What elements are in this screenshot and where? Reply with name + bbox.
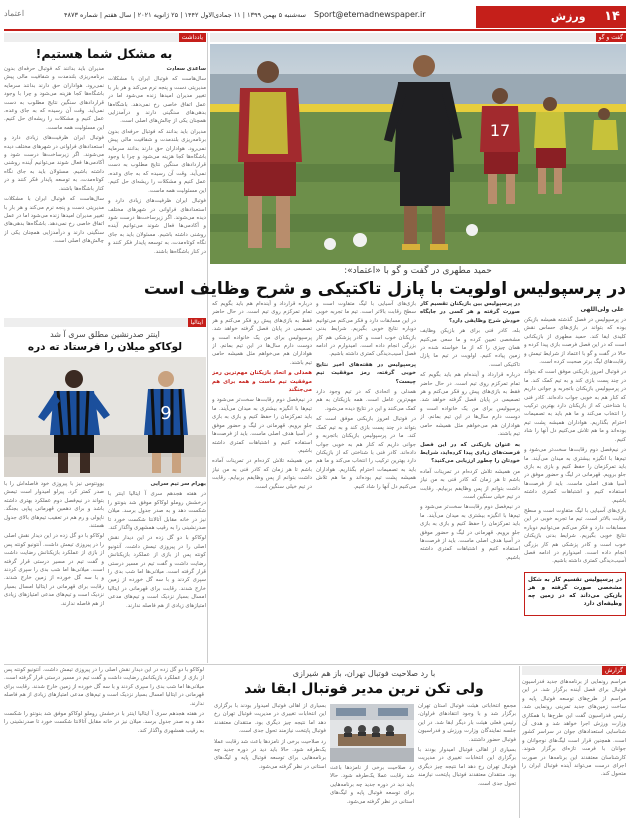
page-number: ۱۴: [604, 9, 620, 24]
lukaku-photo: [4, 357, 206, 477]
interview-tag: گفت و گو: [596, 33, 626, 42]
italy-body-1-bottom: در هفته هجدهم سری آ ایتالیا اینتر با درخشش روملو لوکاکو موفق شد بنونتو را شکست دهد و به صدر جدول برسد. میلان نیز در خانه مقابل آتالانتا شکست خورد تا صدرنشینی را به رقیب همشهری واگذار کند.: [4, 711, 204, 734]
newspaper-logo: اعتماد: [4, 9, 25, 18]
main-column-3: [316, 300, 416, 656]
persepolis-training-photo: [210, 44, 626, 264]
main-question-1: در پرسپولیس بین بازیکنان تقسیم کار صورت گرفته و هر کسی در جایگاه خودش شرح وظایفی دارد؟: [420, 301, 520, 324]
main-body-2-cont: در نیم‌فصل دوم رقابت‌ها سخت‌تر می‌شود و تیم‌ها با انگیزه بیشتری به میدان می‌آیند. ما باید تمرکزمان را حفظ کنیم و بازی به بازی جلو برویم. قهرمانی در لیگ و حضور موفق در آسیا هدف اصلی ماست. باید از فرصت‌ها استفاده کنیم و اشتباهات کمتری داشته باشیم.: [420, 504, 520, 561]
main-answer-3: همدلی و اتحادی که در تیم وجود دارد مهم‌ترین عامل است. همه بازیکنان به هم کمک می‌کنند و این در نتایج دیده می‌شود.: [316, 389, 416, 412]
memo-column-2: [4, 65, 104, 315]
pull-quote-2: همدلی و اتحاد بازیکنان مهم‌ترین رمز موفقیت تیم ماست و همه برای هم می‌جنگند: [212, 370, 312, 394]
pull-quote-1: در پرسپولیس تقسیم کار به شکل مشخصی صورت گرفته و هر بازیکن می‌داند که در زمین چه وظیفه‌ای دارد: [524, 572, 626, 616]
dateline: سه‌شنبه ۵ بهمن ۱۳۹۹ | ۱۱ جمادی‌الاول ۱۴۴۲ | ۲۵ ژانویه ۲۰۲۱ | سال هفتم | شماره ۴۸۷۳: [64, 11, 306, 19]
memo-body-3-cont: فوتبال ایران ظرفیت‌های زیادی دارد و استعدادهای فراوانی در شهرهای مختلف دیده می‌شوند. اگر زیرساخت‌ها درست شود و آکادمی‌ها فعال شوند می‌توانیم آینده روشنی داشته باشیم. مسئولان باید به جای نگاه کوتاه‌مدت، به توسعه پایدار فکر کنند و در کنار باشگاه‌ها باشند.: [4, 135, 104, 192]
italy-body-3: یوونتوس نیز با پیروزی خود فاصله‌اش را با صدر کمتر کرد. پیرلو امیدوار است تیمش بتواند در نیم‌فصل دوم عملکرد بهتری داشته باشد و برای دهمین قهرمانی پیاپی بجنگد. ناپولی و رم هم در تعقیب تیم‌های بالای جدول هستند.: [4, 481, 104, 530]
bottom-headline: ولی تکن ترین مدیر فوتبال ابقا شد: [244, 681, 484, 697]
bottom-column-1: [418, 702, 516, 818]
memo-tag: یادداشت: [179, 33, 206, 42]
bottom-body-3: رد صلاحیت برخی از نامزدها باعث شد رقابت عملا یک‌طرفه شود. حالا باید دید در دوره جدید چه برنامه‌هایی برای توسعه فوتبال پایه و لیگ‌های استانی در نظر گرفته می‌شود.: [330, 765, 414, 805]
main-body-1-cont: در فوتبال امروز بازیکنی موفق است که بتواند در چند پست بازی کند و به تیم کمک کند. ما در پرسپولیس بازیکنان باتجربه و جوانی داریم که کنار هم به خوبی جواب داده‌اند. کادر فنی با شناختی که از بازیکنان دارد بهترین ترکیب را انتخاب می‌کند و ما هم باید به تصمیمات احترام بگذاریم. هواداران همیشه پشت تیم بوده‌اند و ما هم تلاش می‌کنیم دل آنها را شاد کنیم.: [316, 416, 416, 490]
memo-column-1: [108, 65, 206, 315]
bottom-body-2: بسیاری از اهالی فوتبال امیدوار بودند با برگزاری این انتخابات تغییری در مدیریت فوتبال تهران رخ دهد اما نتیجه چیز دیگری بود. منتقدان معتقدند فوتبال پایتخت نیازمند تحول جدی است.: [418, 747, 516, 787]
italy-byline: بهرام سر تیم سرایی: [150, 481, 206, 487]
bottom-body-1: مجمع انتخاباتی هیئت فوتبال استان تهران برگزار شد و با وجود انتقادهای فراوان، رئیس فعلی هیئت بار دیگر ابقا شد. در این جلسه نمایندگان وزارت ورزش و فدراسیون فوتبال حضور داشتند.: [418, 703, 516, 743]
header-rule: [4, 29, 626, 31]
memo-body-3: فوتبال ایران ظرفیت‌های زیادی دارد و استعدادهای فراوانی در شهرهای مختلف دیده می‌شوند. اگر زیرساخت‌ها درست شود و آکادمی‌ها فعال شوند می‌توانیم آینده روشنی داشته باشیم. مسئولان باید به جای نگاه کوتاه‌مدت، به توسعه پایدار فکر کنند و در کنار باشگاه‌ها باشند.: [108, 198, 206, 255]
main-answer-2: من همیشه تلاش کرده‌ام در تمرینات آماده باشم تا هر زمان که کادر فنی به من نیاز داشت بتوانم از پس وظایفم بربیایم. رقابت در تیم خیلی سنگین است.: [420, 468, 520, 500]
main-column-2: [420, 300, 520, 656]
main-body-4-cont: درباره قرارداد و آینده‌ام هم باید بگویم که تمام تمرکزم روی تیم است. در حال حاضر فقط به بازی‌های پیش رو فکر می‌کنم و هر تصمیمی در پایان فصل گرفته خواهد شد. پرسپولیس برای من یک خانواده است و دوست دارم سال‌ها در این تیم بمانم. از هواداران هم می‌خواهم مثل همیشه حامی تیم باشند.: [212, 301, 312, 366]
italy-tag: ایتالیا: [188, 318, 206, 327]
italy-body-2-cont: لوکاکو با دو گل زده در این دیدار نقش اصلی را در پیروزی تیمش داشت. آنتونیو کونته پس از بازی از عملکرد بازیکنانش رضایت داشت و گفت تیم در مسیر درستی قرار گرفته است. میلانی‌ها اما شب بدی را سپری کردند و با سه گل خورده از زمین خارج شدند. رقابت برای قهرمانی در ایتالیا امسال بسیار نزدیک است و تیم‌های مدعی امتیازهای زیادی از هم فاصله ندارند.: [4, 533, 104, 607]
section-banner: [476, 6, 626, 28]
svg-text:17: 17: [489, 121, 511, 140]
memo-body-1: سال‌هاست که فوتبال ایران با مشکلات مدیریتی دست و پنجه نرم می‌کند و هر بار با تغییر مدیران امیدها زنده می‌شود اما در عمل اتفاق خاصی رخ نمی‌دهد. باشگاه‌ها بدهی‌های سنگینی دارند و درآمدزایی همچنان یکی از چالش‌های اصلی است.: [108, 76, 206, 125]
bottom-body-3-cont: رد صلاحیت برخی از نامزدها باعث شد رقابت عملا یک‌طرفه شود. حالا باید دید در دوره جدید چه برنامه‌هایی برای توسعه فوتبال پایه و لیگ‌های استانی در نظر گرفته می‌شود.: [214, 738, 326, 770]
bottom-body-2-cont: بسیاری از اهالی فوتبال امیدوار بودند با برگزاری این انتخابات تغییری در مدیریت فوتبال تهران رخ دهد اما نتیجه چیز دیگری بود. منتقدان معتقدند فوتبال پایتخت نیازمند تحول جدی است.: [214, 703, 326, 735]
memo-body-2: مدیران باید بدانند که فوتبال حرفه‌ای بدون برنامه‌ریزی بلندمدت و شفافیت مالی پیش نمی‌رود. هواداران حق دارند بدانند سرمایه باشگاه‌ها کجا هزینه می‌شود و چرا با وجود قراردادهای سنگین نتایج مطلوب به دست نمی‌آید. وقت آن رسیده که به جای وعده، عمل کنیم و مشکلات را ریشه‌ای حل کنیم. این مسئولیت همه ماست.: [108, 128, 206, 194]
italy-body-2-bottom: لوکاکو با دو گل زده در این دیدار نقش اصلی را در پیروزی تیمش داشت. آنتونیو کونته پس از بازی از عملکرد بازیکنانش رضایت داشت و گفت تیم در مسیر درستی قرار گرفته است. میلانی‌ها اما شب بدی را سپری کردند و با سه گل خورده از زمین خارج شدند. رقابت برای قهرمانی در ایتالیا امسال بسیار نزدیک است و تیم‌های مدعی امتیازهای زیادی از هم فاصله ندارند.: [4, 667, 204, 707]
memo-body-1-cont: سال‌هاست که فوتبال ایران با مشکلات مدیریتی دست و پنجه نرم می‌کند و هر بار با تغییر مدیران امیدها زنده می‌شود اما در عمل اتفاق خاصی رخ نمی‌دهد. باشگاه‌ها بدهی‌های سنگینی دارند و درآمدزایی همچنان یکی از چالش‌های اصلی است.: [4, 196, 104, 245]
italy-column-1: [108, 480, 206, 660]
news-column: مراسم رونمایی از برنامه‌های جدید فدراسیون فوتبال برای فصل آینده برگزار شد. در این مراسم از طرح‌های توسعه فوتبال پایه و ساخت زمین‌های جدید تمرینی رونمایی شد. رئیس فدراسیون گفت این طرح‌ها با همکاری وزارت ورزش اجرا خواهد شد و هدف آن شناسایی استعدادهای جوان در سراسر کشور است. همچنین قرار است لیگ‌های نوجوانان و جوانان با فرمت تازه‌ای برگزار شوند. کارشناسان معتقدند این برنامه‌ها در صورت اجرای درست می‌تواند آینده فوتبال ایران را متحول کند.: [522, 679, 626, 778]
main-answer-2-cont: من همیشه تلاش کرده‌ام در تمرینات آماده باشم تا هر زمان که کادر فنی به من نیاز داشت بتوانم از پس وظایفم بربیایم. رقابت در تیم خیلی سنگین است.: [212, 458, 312, 490]
main-question-2: به عنوان بازیکنی که در این فصل فرصت‌های زیادی پیدا کرده‌اید، شرایط خودتان را چطور ارزیابی می‌کنید؟: [420, 441, 520, 465]
main-intro: در پرسپولیس در فصل گذشته همیشه بازیکن بوده که بتواند در بازی‌های حساس نقش کلیدی ایفا کند. حمید مطهری از بازیکنانی است که در این فصل فرصت بازی پیدا کرده و حالا در گفت و گو با اعتماد از شرایط تیمش و رقابت‌های لیگ برتر صحبت کرده است.: [524, 317, 626, 366]
italy-column-3: [4, 666, 204, 818]
italy-body-1: در هفته هجدهم سری آ ایتالیا اینتر با درخشش روملو لوکاکو موفق شد بنونتو را شکست دهد و به صدر جدول برسد. میلان نیز در خانه مقابل آتالانتا شکست خورد تا صدرنشینی را به رقیب همشهری واگذار کند.: [108, 491, 206, 532]
main-question-3: پرسپولیس در هفته‌های اخیر نتایج خوبی گرفته، رمز موفقیت تیم چیست؟: [316, 361, 416, 385]
memo-body-2-cont: مدیران باید بدانند که فوتبال حرفه‌ای بدون برنامه‌ریزی بلندمدت و شفافیت مالی پیش نمی‌رود. هواداران حق دارند بدانند سرمایه باشگاه‌ها کجا هزینه می‌شود و چرا با وجود قراردادهای سنگین نتایج مطلوب به دست نمی‌آید. وقت آن رسیده که به جای وعده، عمل کنیم و مشکلات را ریشه‌ای حل کنیم. این مسئولیت همه ماست.: [4, 66, 104, 131]
report-tag: گزارش: [602, 666, 626, 675]
italy-kicker: اینتر صدرنشین مطلق سری آ شد: [50, 330, 160, 339]
main-body-2-cont-b: در نیم‌فصل دوم رقابت‌ها سخت‌تر می‌شود و تیم‌ها با انگیزه بیشتری به میدان می‌آیند. ما باید تمرکزمان را حفظ کنیم و بازی به بازی جلو برویم. قهرمانی در لیگ و حضور موفق در آسیا هدف اصلی ماست. باید از فرصت‌ها استفاده کنیم و اشتباهات کمتری داشته باشیم.: [212, 397, 312, 454]
main-body-2: در نیم‌فصل دوم رقابت‌ها سخت‌تر می‌شود و تیم‌ها با انگیزه بیشتری به میدان می‌آیند. ما باید تمرکزمان را حفظ کنیم و بازی به بازی جلو برویم. قهرمانی در لیگ و حضور موفق در آسیا هدف اصلی ماست. باید از فرصت‌ها استفاده کنیم و اشتباهات کمتری داشته باشیم.: [524, 447, 626, 504]
main-body-1: در فوتبال امروز بازیکنی موفق است که بتواند در چند پست بازی کند و به تیم کمک کند. ما در پرسپولیس بازیکنان باتجربه و جوانی داریم که کنار هم به خوبی جواب داده‌اند. کادر فنی با شناختی که از بازیکنان دارد بهترین ترکیب را انتخاب می‌کند و ما هم باید به تصمیمات احترام بگذاریم. هواداران همیشه پشت تیم بوده‌اند و ما هم تلاش می‌کنیم دل آنها را شاد کنیم.: [524, 369, 626, 443]
main-body-3: بازی‌های آسیایی با لیگ متفاوت است و سطح رقابت بالاتر است. تیم ما تجربه خوبی در این مسابقات دارد و فکر می‌کنم می‌توانیم دوباره نتایج خوبی بگیریم. شرایط بدنی بازیکنان خوب است و کادر پزشکی هم کار بزرگی انجام داده است. امیدوارم در ادامه فصل آسیب‌دیدگی کمتری داشته باشیم.: [524, 507, 626, 565]
main-kicker: حمید مطهری در گفت و گو با «اعتماد»:: [344, 266, 492, 276]
bottom-column-3: [214, 702, 326, 818]
page-header: [4, 6, 626, 28]
section-email: Sport@etemadnewspaper.ir: [314, 10, 426, 19]
italy-column-2: [4, 480, 104, 660]
bottom-column-2: [330, 764, 414, 818]
section-title: ورزش: [550, 10, 586, 23]
memo-byline: ساعدی سعادت: [166, 66, 206, 72]
main-byline: علی ولی‌اللهی: [580, 306, 624, 313]
main-answer-1: بله، کادر فنی برای هر بازیکن وظایف مشخصی تعیین کرده و ما سعی می‌کنیم همان چیزی را که از ما خواسته شده در زمین پیاده کنیم. اولویت در تیم ما پازل تاکتیکی است.: [420, 328, 520, 368]
main-body-4: درباره قرارداد و آینده‌ام هم باید بگویم که تمام تمرکزم روی تیم است. در حال حاضر فقط به بازی‌های پیش رو فکر می‌کنم و هر تصمیمی در پایان فصل گرفته خواهد شد. پرسپولیس برای من یک خانواده است و دوست دارم سال‌ها در این تیم بمانم. از هواداران هم می‌خواهم مثل همیشه حامی تیم باشند.: [420, 372, 520, 438]
meeting-photo: [330, 704, 414, 762]
main-column-4: [212, 300, 312, 656]
italy-body-2: لوکاکو با دو گل زده در این دیدار نقش اصلی را در پیروزی تیمش داشت. آنتونیو کونته پس از بازی از عملکرد بازیکنانش رضایت داشت و گفت تیم در مسیر درستی قرار گرفته است. میلانی‌ها اما شب بدی را سپری کردند و با سه گل خورده از زمین خارج شدند. رقابت برای قهرمانی در ایتالیا امسال بسیار نزدیک است و تیم‌های مدعی امتیازهای زیادی از هم فاصله ندارند.: [108, 535, 206, 609]
memo-headline: به مشکل شما هستیم!: [35, 46, 173, 61]
svg-text:9: 9: [160, 403, 172, 424]
italy-headline: لوکاکو میلان را فرستاد ته دره: [27, 341, 183, 353]
main-headline: در پرسپولیس اولویت با پازل تاکتیکی و شرح وظایف است: [143, 279, 626, 299]
bottom-kicker: با رد صلاحیت فوتبال تهران، باز هم شیرازی: [292, 669, 436, 678]
main-body-3-cont: بازی‌های آسیایی با لیگ متفاوت است و سطح رقابت بالاتر است. تیم ما تجربه خوبی در این مسابقات دارد و فکر می‌کنم می‌توانیم دوباره نتایج خوبی بگیریم. شرایط بدنی بازیکنان خوب است و کادر پزشکی هم کار بزرگی انجام داده است. امیدوارم در ادامه فصل آسیب‌دیدگی کمتری داشته باشیم.: [316, 301, 416, 358]
